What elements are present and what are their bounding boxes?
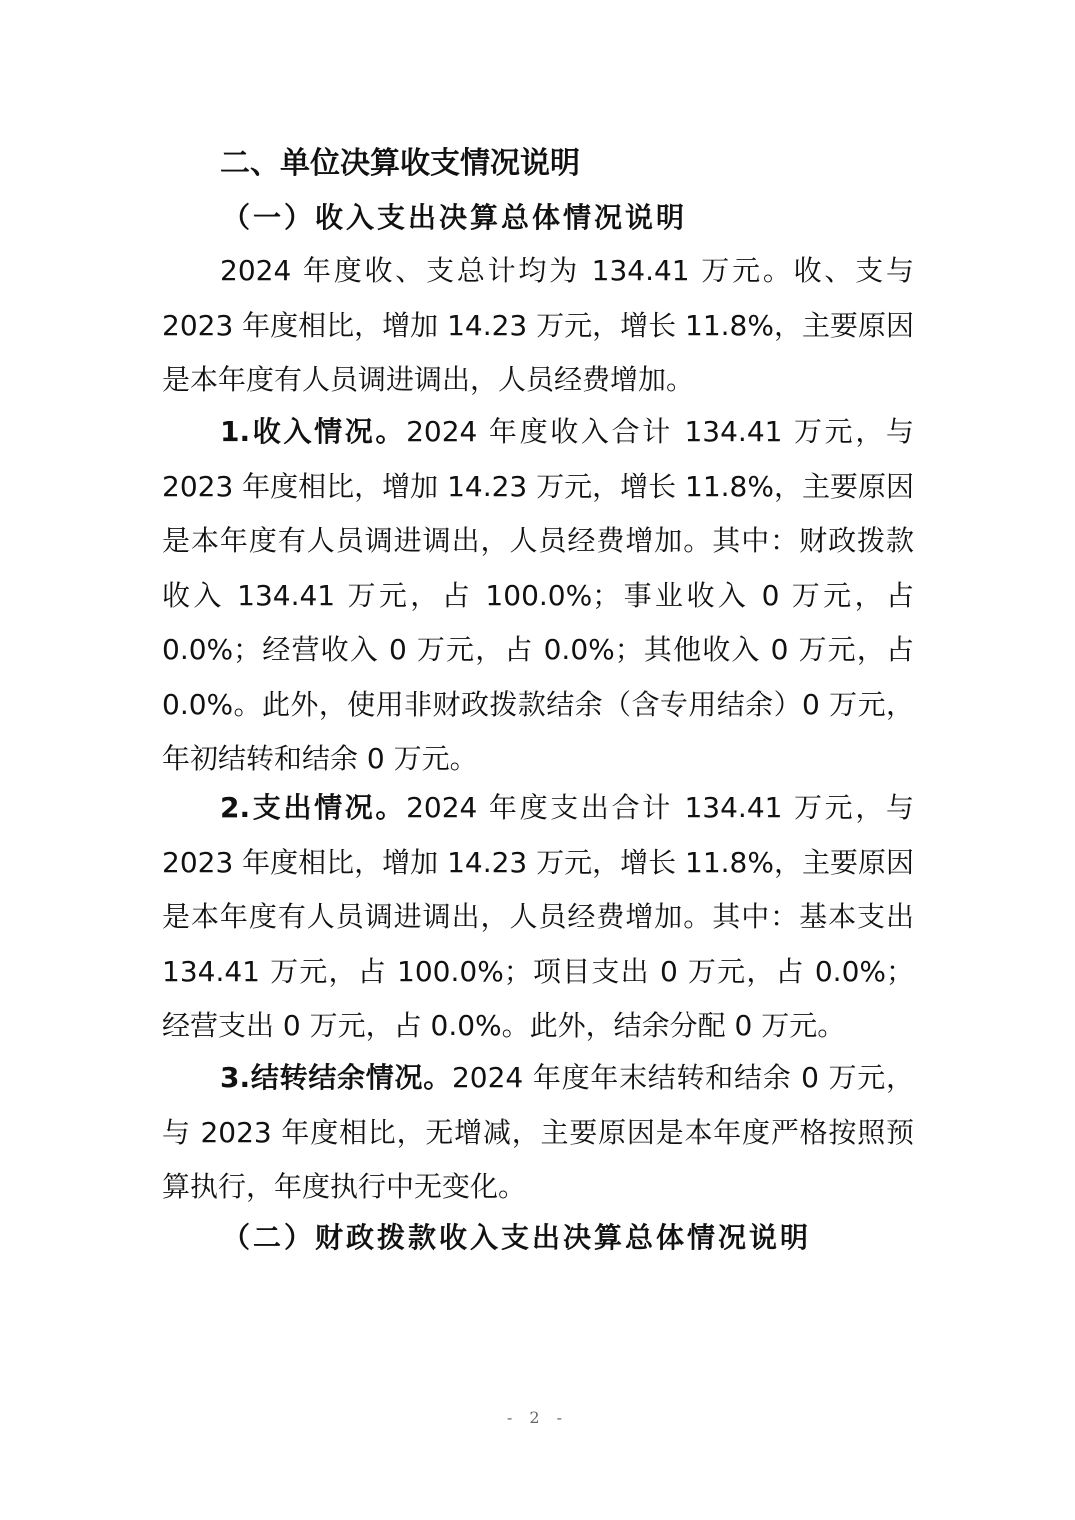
expenditure-text: 2024 年度支出合计 134.41 万元，与 2023 年度相比，增加 14.23 万元，增长 11.8%，主要原因是本年度有人员调进调出，人员经费增加。其中：基本支出 134.41 万元，占 100.0%；项目支出 0 万元，占 0.0%；经营支出 0 万元，占 0.0%。此外，结余分配 0 万元。 — [162, 791, 915, 1042]
income-text: 2024 年度收入合计 134.41 万元，与 2023 年度相比，增加 14.23 万元，增长 11.8%，主要原因是本年度有人员调进调出，人员经费增加。其中：财政拨款收入 134.41 万元，占 100.0%；事业收入 0 万元，占 0.0%；经营收入 0 万元，占 0.0%；其他收入 0 万元，占 0.0%。此外，使用非财政拨款结余（含专用结余）0 万元，年初结转和结余 0 万元。 — [162, 415, 915, 775]
page-number: - 2 - — [506, 1408, 569, 1427]
carryover-text: 2024 年度年末结转和结余 0 万元，与 2023 年度相比，无增减，主要原因是本年度严格按照预算执行，年度执行中无变化。 — [162, 1061, 915, 1203]
overview-paragraph — [162, 244, 914, 408]
income-heading: 1.收入情况。 — [220, 415, 407, 448]
carryover-paragraph — [162, 1051, 914, 1215]
expenditure-heading: 2.支出情况。 — [220, 791, 407, 824]
section-title: 二、单位决算收支情况说明 — [220, 146, 580, 181]
overview-text: 2024 年度收、支总计均为 134.41 万元。收、支与 2023 年度相比，增加 14.23 万元，增长 11.8%，主要原因是本年度有人员调进调出，人员经费增加。 — [162, 254, 914, 396]
subsection-title-2: （二）财政拨款收入支出决算总体情况说明 — [222, 1221, 812, 1254]
expenditure-paragraph — [162, 781, 914, 1054]
income-paragraph — [162, 405, 914, 787]
subsection-title-1: （一）收入支出决算总体情况说明 — [222, 201, 688, 234]
carryover-heading: 3.结转结余情况。 — [220, 1061, 452, 1094]
